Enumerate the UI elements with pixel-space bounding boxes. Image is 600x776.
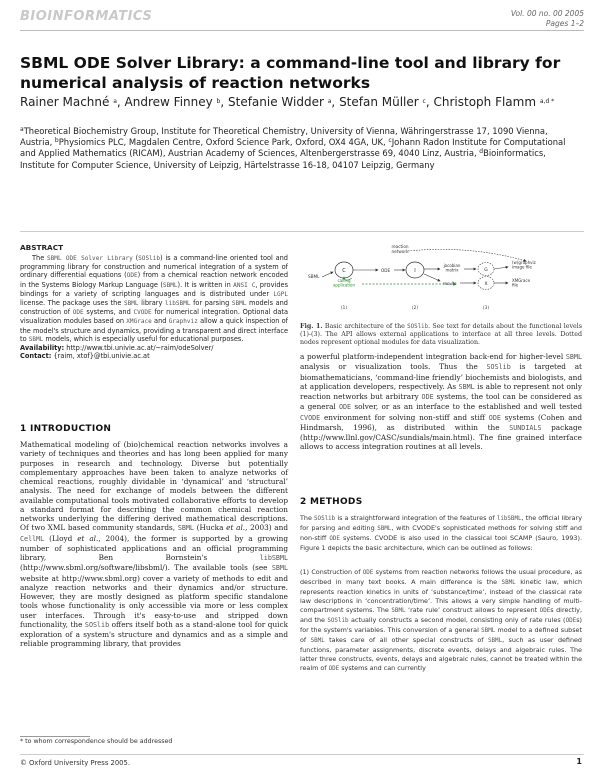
fig-call-line2: application [332,282,356,288]
contact-email[interactable]: {raim, xtof}@tbi.univie.ac.at [51,352,150,361]
availability-link[interactable]: http://www.tbi.univie.ac.at/~raim/odeSolver/ [64,344,214,353]
author-separator: , [425,95,434,109]
copyright: © Oxford University Press 2005. [20,759,130,767]
fig-label-g: G [484,268,488,273]
affil-mark-a: a [20,126,24,133]
methods-heading: 2 METHODS [300,497,363,507]
author-affiliation-mark: a [327,98,332,105]
affil-c: Johann Radon Institute for Computational and Applied Mathematics (RICAM), Austrian Academy of Sciences, Altenbergerstrasse 69, 4040 Linz, Austria, [20,137,566,159]
fig-jac-line2: matrix [445,267,459,273]
author-affiliation-mark: b [216,98,221,105]
fig-level-2: (2) [412,305,418,310]
fig-gv-line2: image file [512,264,532,270]
author-list [20,95,580,110]
fig-label-jacobian [443,263,461,273]
methods-text: The SOSlib is a straightforward integration of the features of libSBML, the official library for parsing and editing SBML, with CVODE's sophisticated methods for solving stiff and non-stiff ODE systems. CVODE is also used in the classical tool SCAMP (Sauro, 1993). Figure 1 depicts the basic architecture, which can be outlined as follows: [300,514,583,552]
intro-continuation: a powerful platform-independent integration back-end for higher-level SBML analysis or visualization tools. Thus the SOSlib is targeted at biomathematicians, ‘command-line friendly’ biochemists and biologists, and at application developers, respectively. As SBML is able to represent not only reaction networks but arbitrary ODE systems, the tool can be considered as a general ODE solver, or as an interface to the established and well tested CVODE environment for solving non-stiff and stiff ODE systems (Cohen and Hindmarsh, 1996), as distributed within the SUNDIALS package (http://www.llnl.gov/CASC/sundials/main.html). The fine grained interface allows to access integration routines at all levels. [300,352,583,452]
fig-label-results: results [443,281,457,286]
affil-mark-c: c [388,137,392,145]
abstract-text: The SBML ODE Solver Library (SOSlib) is a command-line oriented tool and programming library for construction and numerical integration of a system of ordinary differential equations (ODE) from a chemical reaction network encoded in the Systems Biology Markup Language (SBML). It is written in ANSI C, provides bindings for a variety of scripting languages and is distributed under LGPL license. The package uses the SBML library libSBML for parsing SBML models and construction of ODE systems, and CVODE for numerical integration. Optional data visualization modules based on XMGrace and Graphviz allow a quick inspection of the model's structure and dynamics, providing a transparent and direct interface to SBML models, which is especially useful for educational purposes. [20,254,289,343]
author-name: Andrew Finney [124,95,217,109]
author-separator: , [116,95,125,109]
fig-jac-line1: jacobian [443,263,461,268]
fig-rn-line1: reaction [391,244,409,249]
intro-heading: 1 INTRODUCTION [20,424,112,434]
affiliations [20,126,580,171]
intro-text: Mathematical modeling of (bio)chemical reaction networks involves a variety of techniques and theories and has long been applied for many purposes in research and technology. Diverse but potentially complementary approaches have been taken to analyze networks of chemical reactions, roughly dividable in ‘dynamical’ and ‘structural’ analysis. The need for exchange of models between the different available computational tools motivated collaborative efforts to develop a standard format for describing the common chemical reaction networks underlying the differing derived mathematical descriptions. Of two XML based community standards, SBML (Hucka et al., 2003) and CellML (Lloyd et al., 2004), the former is supported by a growing number of sophisticated applications and an official programming library, Ben Bornstein's libSBML (http://www.sbml.org/software/libsbml/). The available tools (see SBML website at http://www.sbml.org) cover a variety of methods to edit and analyze reaction networks and their dynamics and/or structure. However, they are mostly designed as platform specific standalone tools whose functionality is only accessible via more or less complex user interfaces. Through it's easy-to-use and stripped down functionality, the SOSlib offers itself both as a stand-alone tool for quick exploration of a system's structure and dynamics and as a simple and reliable programming library, that provides [20,440,289,649]
fig-level-3: (3) [483,305,489,310]
author-separator: , [220,95,228,109]
affil-b: Physiomics PLC, Magdalen Centre, Oxford Science Park, Oxford, OX4 4GA, UK, [58,137,389,148]
fig-label-sbml: SBML [308,274,320,279]
author-name: Christoph Flamm [433,95,540,109]
author-name: Rainer Machné [20,95,114,109]
affil-d: Bioinformatics, Institute for Computer Science, University of Leipzig, Härtelstrasse 16-18, 04107 Leipzig, Germany [20,148,546,170]
contact: Contact: {raim, xtof}@tbi.univie.ac.at [20,352,150,361]
volume-info: Vol. 00 no. 00 2005 [510,9,584,18]
author-affiliation-mark: a [113,98,117,105]
fig-label-ode: ODE [381,268,391,273]
journal-meta [511,9,584,29]
fig-label-reaction-network [391,244,409,254]
figure-caption: Fig. 1. Basic architecture of the SOSlib. See text for details about the functional levels (1)-(3). The API allows external applications to interface at all three levels. Dotted nodes represent optional modules for data visualization. [300,323,582,346]
page-number: 1 [576,757,582,766]
header-rule [20,30,584,31]
author-affiliation-mark: c [422,98,426,105]
author-name: Stefan Müller [339,95,423,109]
affil-mark-d: d [479,148,484,156]
availability: Availability: http://www.tbi.univie.ac.at/~raim/odeSolver/ [20,344,214,353]
footer-rule [20,754,584,755]
author-separator: , [331,95,340,109]
architecture-figure [300,243,582,315]
affil-mark-b: b [54,137,59,145]
author-name: Stefanie Widder [228,95,328,109]
fig-label-graphviz [512,260,536,270]
fig-gv-line1: (w)graphviz [512,260,536,265]
fig-label-x: X [484,282,488,287]
footnote-rule [20,736,90,737]
fig-label-xmgrace [512,278,531,288]
fig-call-line1: calling [337,278,351,283]
footnote: * to whom correspondence should be addressed [20,738,173,745]
author-affiliation-mark: a,d * [539,98,555,105]
fig-rn-line2: network [391,249,409,254]
page-range: Pages 1–2 [545,19,584,28]
fig-xm-line2: file [512,282,519,288]
affil-a: Theoretical Biochemistry Group, Institute for Theoretical Chemistry, University of Vienna, Währingerstrasse 17, 1090 Vienna, Austria, [20,126,548,148]
methods-item-1: (1) Construction of ODE systems from reaction networks follows the usual procedure, as described in many text books. A main difference is the SBML kinetic law, which represents reaction kinetics in units of ‘substance/time’, instead of the classical rate law descriptions in ‘concentration/time’. This allows a very simple handling of multi-compartment systems. The SBML ‘rate rule’ construct allows to represent ODEs directly, and the SOSlib actually constructs a second model, consisting only of rate rules (ODEs) for the system's variables. This conversion of a general SBML model to a defined subset of SBML takes care of all other special constructs of SBML, such as user defined functions, parameter assignments, discrete events, delays and algebraic rules. The latter three constructs, events, delays and algebraic rules, cannot be treated within the realm of ODE systems and can currently [300,568,583,672]
journal-name: BIOINFORMATICS [20,9,153,24]
abstract-heading: ABSTRACT [20,243,64,252]
fig-xm-line1: XMGrace [512,278,531,283]
paper-title: SBML ODE Solver Library: a command-line tool and library for numerical analysis of reaction networks [20,54,561,92]
abstract [20,243,288,360]
section-rule [20,231,584,232]
fig-level-1: (1) [341,305,347,310]
fig-label-c: C [342,268,346,274]
fig-label-i: I [414,268,416,274]
